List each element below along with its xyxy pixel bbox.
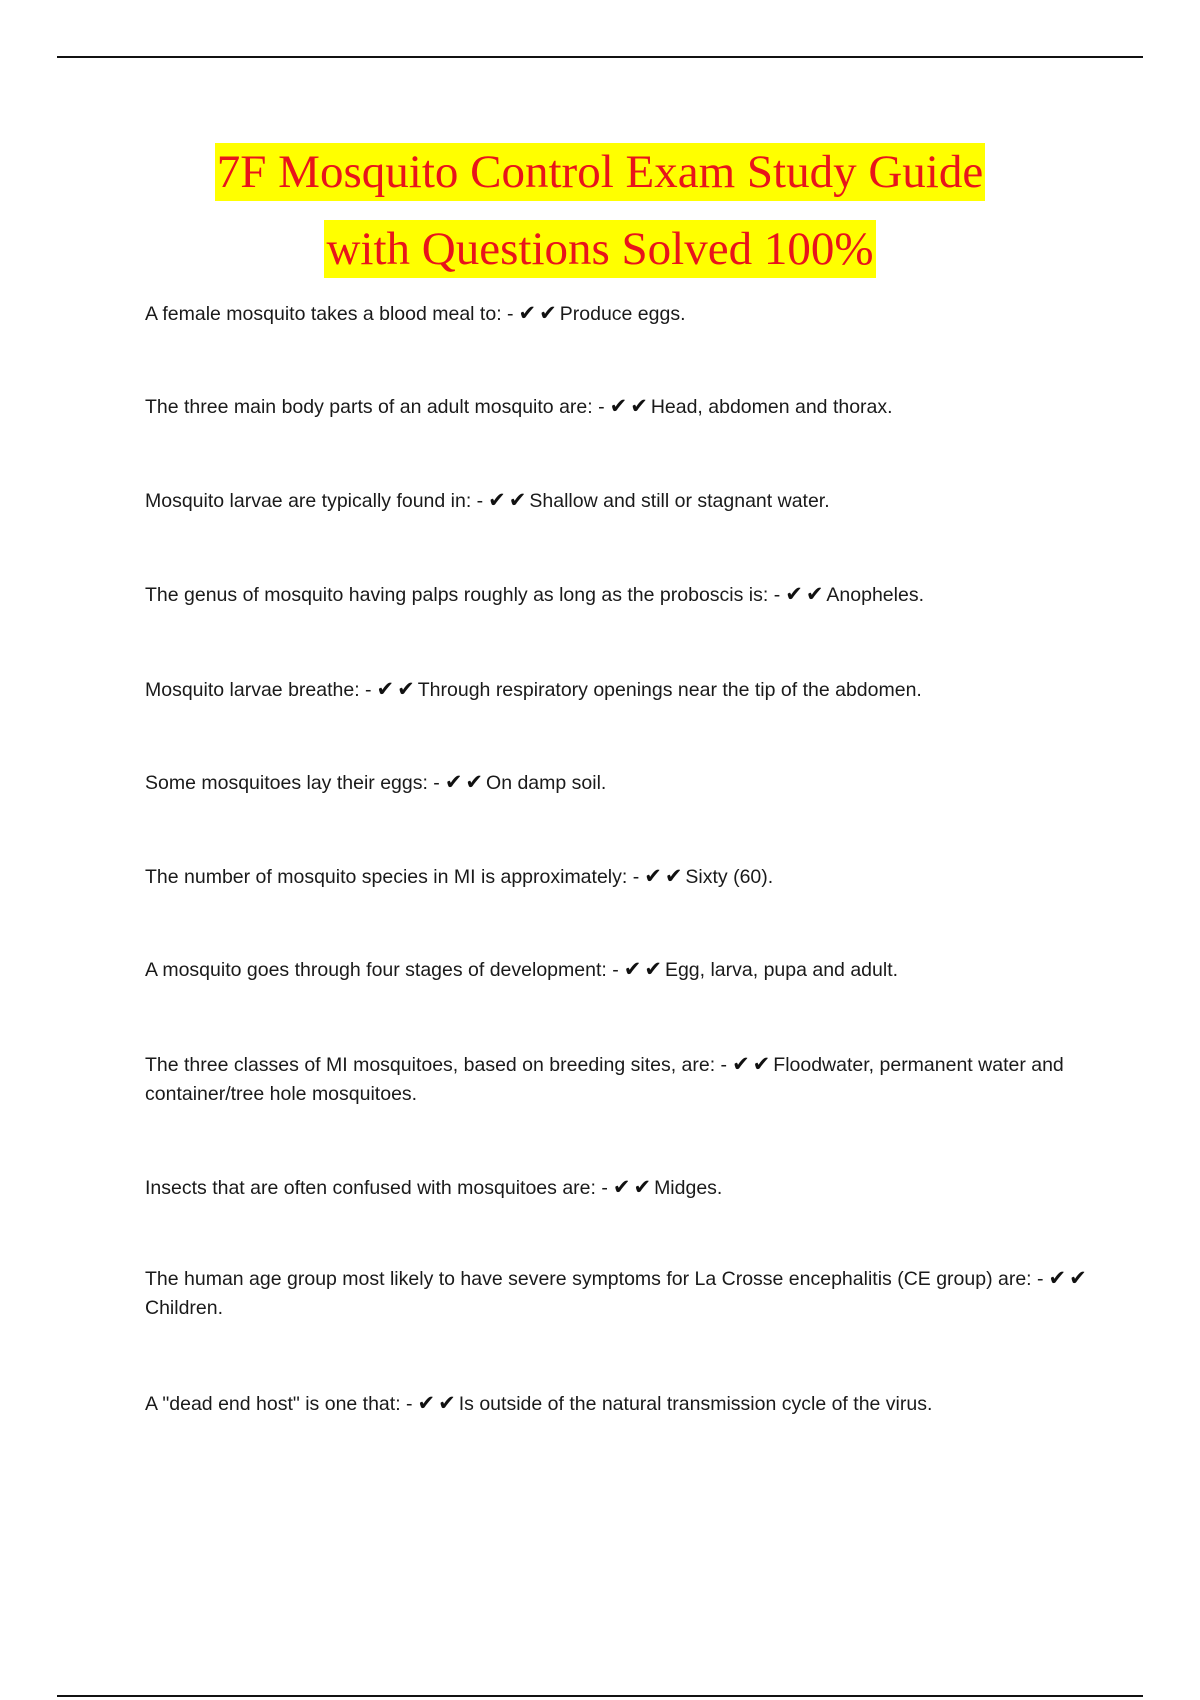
question-text: A "dead end host" is one that: - [145, 1393, 413, 1415]
check-icon: ✔ [633, 1175, 652, 1199]
check-icon: ✔ [609, 394, 628, 418]
question-text: Mosquito larvae are typically found in: - [145, 490, 484, 512]
answer-text: Floodwater, permanent water and container/tree hole mosquitoes. [145, 1054, 1064, 1105]
question-text: Mosquito larvae breathe: - [145, 679, 372, 701]
check-icon: ✔ [612, 1175, 631, 1199]
check-icon: ✔ [664, 864, 683, 888]
check-icon: ✔ [376, 677, 395, 701]
qa-item [145, 392, 1095, 422]
check-icon: ✔ [539, 301, 557, 325]
answer-text: Children. [145, 1297, 224, 1319]
qa-item [145, 1389, 1095, 1419]
check-icon: ✔ [644, 957, 662, 981]
check-icon: ✔ [508, 488, 527, 512]
check-icon: ✔ [444, 770, 463, 794]
question-text: The three classes of MI mosquitoes, based on breeding sites, are: - [145, 1054, 728, 1076]
answer-text: On damp soil. [486, 772, 607, 794]
check-icon: ✔ [752, 1052, 771, 1076]
qa-item [145, 768, 1095, 798]
check-icon: ✔ [732, 1052, 750, 1076]
check-icon: ✔ [465, 770, 484, 794]
answer-text: Sixty (60). [685, 866, 774, 888]
top-rule [57, 56, 1143, 58]
check-icon: ✔ [805, 582, 824, 606]
check-icon: ✔ [623, 957, 642, 981]
answer-text: Head, abdomen and thorax. [650, 396, 893, 418]
check-icon: ✔ [644, 864, 662, 888]
qa-item [145, 299, 1095, 329]
answer-text: Shallow and still or stagnant water. [529, 490, 830, 512]
question-text: Some mosquitoes lay their eggs: - [145, 772, 440, 794]
qa-item [145, 862, 1095, 892]
question-text: A mosquito goes through four stages of development: - [145, 959, 619, 981]
title-line-1: 7F Mosquito Control Exam Study Guide [215, 143, 985, 201]
answer-text: Through respiratory openings near the tip of the abdomen. [417, 679, 922, 701]
question-text: The human age group most likely to have severe symptoms for La Crosse encephalitis (CE group) are: - [145, 1268, 1044, 1290]
answer-text: Produce eggs. [559, 303, 686, 325]
check-icon: ✔ [518, 301, 537, 325]
answer-text: Anopheles. [826, 584, 924, 606]
question-text: The three main body parts of an adult mosquito are: - [145, 396, 605, 418]
qa-item [145, 955, 1095, 985]
question-text: A female mosquito takes a blood meal to: - [145, 303, 514, 325]
question-text: The genus of mosquito having palps roughly as long as the proboscis is: - [145, 584, 781, 606]
question-text: The number of mosquito species in MI is approximately: - [145, 866, 640, 888]
check-icon: ✔ [630, 394, 648, 418]
document-title [0, 143, 1200, 297]
check-icon: ✔ [1048, 1266, 1067, 1290]
bottom-rule [57, 1695, 1143, 1697]
qa-item [145, 675, 1095, 705]
check-icon: ✔ [1069, 1266, 1087, 1290]
qa-item [145, 1264, 1095, 1323]
check-icon: ✔ [397, 677, 415, 701]
qa-item [145, 1173, 1095, 1203]
check-icon: ✔ [785, 582, 803, 606]
answer-text: Is outside of the natural transmission cycle of the virus. [458, 1393, 933, 1415]
check-icon: ✔ [488, 488, 506, 512]
check-icon: ✔ [438, 1391, 456, 1415]
title-line-2: with Questions Solved 100% [324, 220, 875, 278]
answer-text: Midges. [654, 1177, 723, 1199]
check-icon: ✔ [417, 1391, 436, 1415]
qa-item [145, 1050, 1095, 1109]
answer-text: Egg, larva, pupa and adult. [664, 959, 899, 981]
qa-item [145, 580, 1095, 610]
question-text: Insects that are often confused with mosquitoes are: - [145, 1177, 608, 1199]
qa-item [145, 486, 1095, 516]
